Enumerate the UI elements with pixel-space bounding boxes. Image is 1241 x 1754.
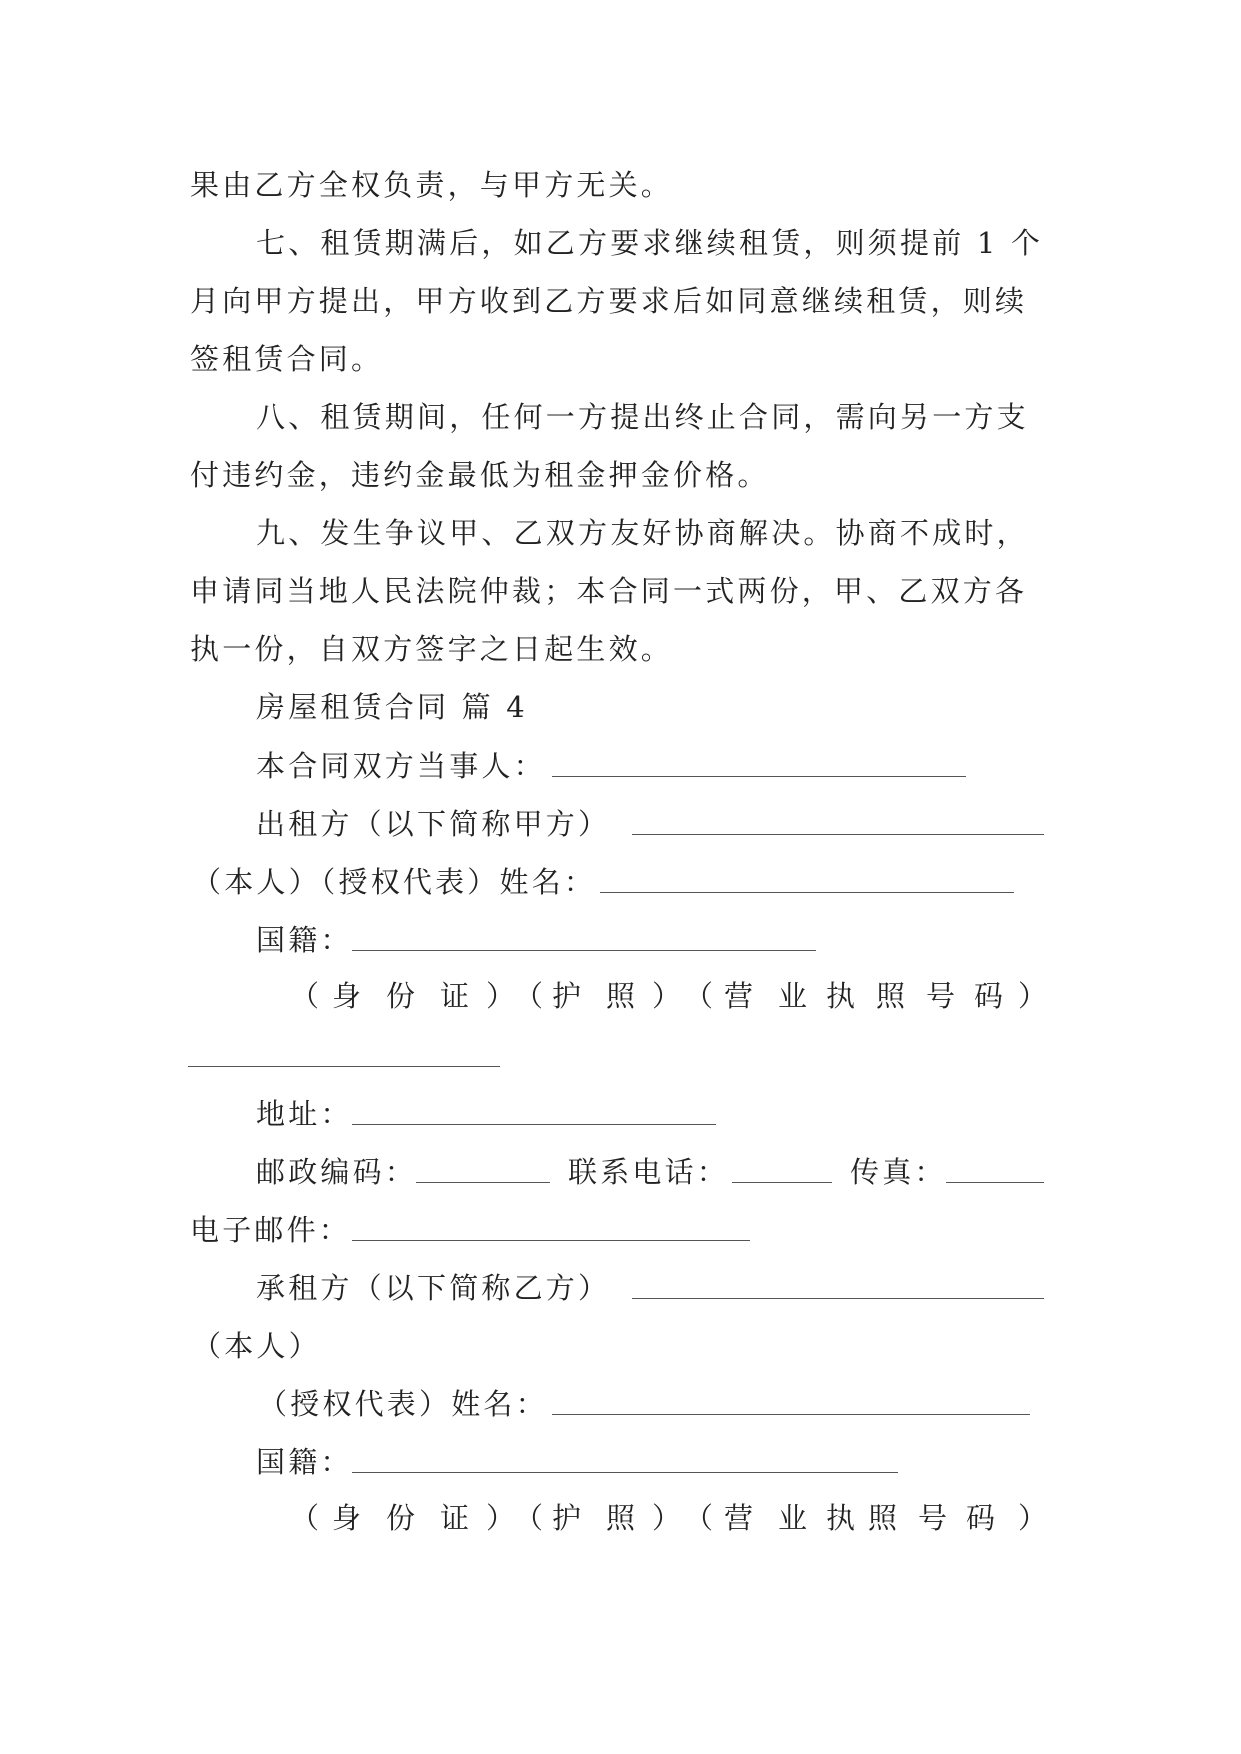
lessee-self-label: （本人） bbox=[192, 1329, 321, 1363]
id-char: 号 bbox=[918, 1501, 948, 1535]
lessee-nationality-blank[interactable] bbox=[352, 1472, 898, 1473]
postcode-blank[interactable] bbox=[416, 1182, 550, 1183]
paragraph-7-line-3: 签租赁合同。 bbox=[190, 342, 384, 376]
id-char: 业 bbox=[778, 1501, 808, 1535]
phone-blank[interactable] bbox=[732, 1182, 832, 1183]
fax-label: 传真： bbox=[850, 1155, 947, 1189]
parties-label: 本合同双方当事人： bbox=[256, 749, 546, 783]
id-char: ） bbox=[1018, 1501, 1048, 1535]
fax-blank[interactable] bbox=[946, 1182, 1044, 1183]
email-blank[interactable] bbox=[352, 1240, 750, 1241]
lessor-id-blank[interactable] bbox=[188, 1066, 500, 1067]
paragraph-8-line-1: 八、租赁期间，任何一方提出终止合同，需向另一方支 bbox=[256, 400, 1029, 434]
id-char: 照 bbox=[868, 1501, 898, 1535]
id-char: 码 bbox=[974, 979, 1004, 1013]
email-label: 电子邮件： bbox=[190, 1213, 352, 1247]
id-char: 护 bbox=[552, 1501, 582, 1535]
id-char: 份 bbox=[386, 979, 416, 1013]
paragraph-9-line-2: 申请同当地人民法院仲裁；本合同一式两份，甲、乙双方各 bbox=[190, 574, 1028, 608]
paragraph-8-line-2: 付违约金，违约金最低为租金押金价格。 bbox=[190, 458, 770, 492]
id-char: 证 bbox=[440, 979, 470, 1013]
id-char: （ bbox=[290, 1501, 320, 1535]
id-char: 业 bbox=[778, 979, 808, 1013]
id-char: 照 bbox=[606, 979, 636, 1013]
lessee-blank[interactable] bbox=[632, 1298, 1044, 1299]
section-heading: 房屋租赁合同 篇 4 bbox=[256, 690, 528, 724]
id-char: （ bbox=[684, 1501, 714, 1535]
paragraph-7-line-2: 月向甲方提出，甲方收到乙方要求后如同意继续租赁，则续 bbox=[190, 284, 1028, 318]
id-char: ） bbox=[486, 1501, 516, 1535]
id-char: （ bbox=[514, 1501, 544, 1535]
id-char: 营 bbox=[724, 979, 754, 1013]
paragraph-9-line-1: 九、发生争议甲、乙双方友好协商解决。协商不成时， bbox=[256, 516, 1029, 550]
id-char: （ bbox=[684, 979, 714, 1013]
id-char: 证 bbox=[440, 1501, 470, 1535]
id-char: 护 bbox=[552, 979, 582, 1013]
id-char: （ bbox=[290, 979, 320, 1013]
id-char: 码 bbox=[966, 1501, 996, 1535]
lessee-nationality-label: 国籍： bbox=[256, 1445, 353, 1479]
lessor-nationality-blank[interactable] bbox=[352, 950, 816, 951]
id-char: 执 bbox=[826, 1501, 856, 1535]
id-char: ） bbox=[486, 979, 516, 1013]
lessor-name-blank[interactable] bbox=[600, 892, 1014, 893]
id-char: ） bbox=[652, 979, 682, 1013]
id-char: ） bbox=[652, 1501, 682, 1535]
id-char: 份 bbox=[386, 1501, 416, 1535]
lessee-label: 承租方（以下简称乙方） bbox=[256, 1271, 611, 1305]
id-char: （ bbox=[514, 979, 544, 1013]
parties-blank[interactable] bbox=[552, 776, 966, 777]
lessee-name-blank[interactable] bbox=[552, 1414, 1030, 1415]
lessor-label: 出租方（以下简称甲方） bbox=[256, 807, 611, 841]
paragraph-6-end: 果由乙方全权负责，与甲方无关。 bbox=[190, 168, 674, 202]
lessor-nationality-label: 国籍： bbox=[256, 923, 353, 957]
paragraph-7-line-1: 七、租赁期满后，如乙方要求继续租赁，则须提前 1 个 bbox=[256, 226, 1044, 260]
lessee-name-label: （授权代表）姓名： bbox=[258, 1387, 548, 1421]
id-char: 照 bbox=[876, 979, 906, 1013]
postcode-label: 邮政编码： bbox=[256, 1155, 418, 1189]
lessor-blank[interactable] bbox=[632, 834, 1044, 835]
phone-label: 联系电话： bbox=[568, 1155, 730, 1189]
id-char: 照 bbox=[606, 1501, 636, 1535]
id-char: 身 bbox=[332, 1501, 362, 1535]
id-char: ） bbox=[1018, 979, 1048, 1013]
id-char: 身 bbox=[332, 979, 362, 1013]
id-char: 执 bbox=[826, 979, 856, 1013]
lessor-address-label: 地址： bbox=[256, 1097, 353, 1131]
id-char: 营 bbox=[724, 1501, 754, 1535]
lessor-name-label: （本人）（授权代表）姓名： bbox=[192, 865, 597, 899]
lessor-address-blank[interactable] bbox=[352, 1124, 716, 1125]
id-char: 号 bbox=[926, 979, 956, 1013]
paragraph-9-line-3: 执一份，自双方签字之日起生效。 bbox=[190, 632, 674, 666]
